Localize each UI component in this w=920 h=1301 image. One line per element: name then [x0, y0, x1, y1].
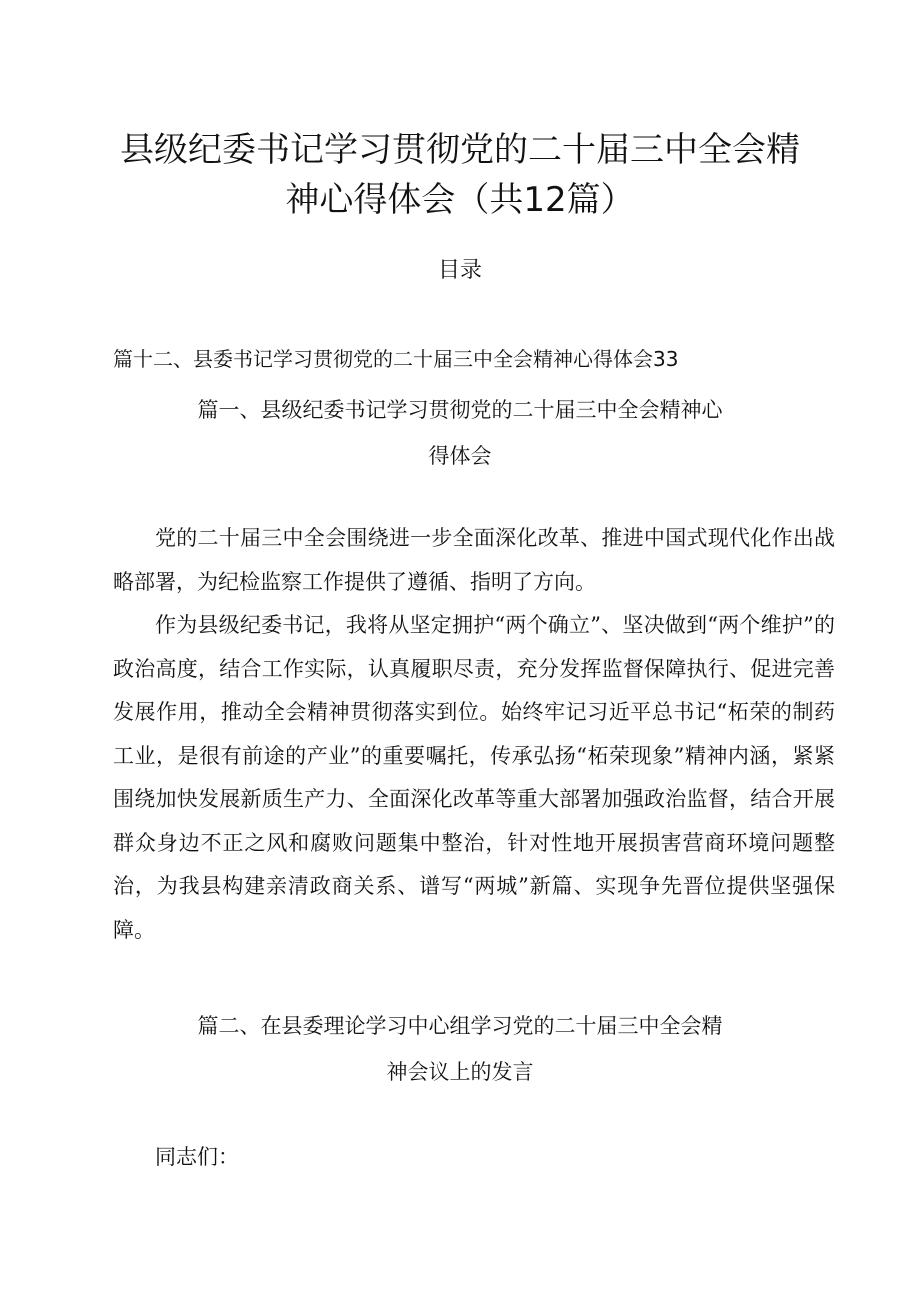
document-title-line-2: 神心得体会（共12篇） — [285, 180, 635, 220]
section-1-paragraph-2: 作为县级纪委书记，我将从坚定拥护“两个确立”、坚决做到“两个维护”的政治高度，结合工作实际，认真履职尽责，充分发挥监督保障执行、促进完善发展作用，推动全会精神贯彻落实到位。始终牢记习近平总书记“柘荣的制药工业，是很有前途的产业”的重要嘱托，传承弘扬“柘荣现象”精神内涵，紧紧围绕加快发展新质生产力、全面深化改革等重大部署加强政治监督，结合开展群众身边不正之风和腐败问题集中整治，针对性地开展损害营商环境问题整治，为我县构建亲清政商关系、谱写“两城”新篇、实现争先晋位提供坚强保障。 — [113, 613, 835, 942]
section-2-heading-line-1: 篇二、在县委理论学习中心组学习党的二十届三中全会精 — [197, 1014, 723, 1038]
document-title — [90, 125, 830, 225]
section-1-heading-line-1: 篇一、县级纪委书记学习贯彻党的二十届三中全会精神心 — [197, 398, 723, 422]
section-1-paragraph-1: 党的二十届三中全会围绕进一步全面深化改革、推进中国式现代化作出战略部署，为纪检监察工作提供了遵循、指明了方向。 — [113, 526, 835, 594]
toc-entry[interactable]: 篇十二、县委书记学习贯彻党的二十届三中全会精神心得体会33 — [113, 347, 679, 371]
section-2-paragraph-1: 同志们： — [155, 1145, 239, 1169]
section-2-heading-line-2: 神会议上的发言 — [386, 1060, 534, 1084]
toc-heading: 目录 — [437, 258, 482, 283]
section-2-heading — [90, 1003, 830, 1095]
document-title-line-1: 县级纪委书记学习贯彻党的二十届三中全会精 — [120, 130, 800, 170]
section-1-heading-line-2: 得体会 — [428, 444, 492, 468]
section-1-heading — [90, 387, 830, 479]
